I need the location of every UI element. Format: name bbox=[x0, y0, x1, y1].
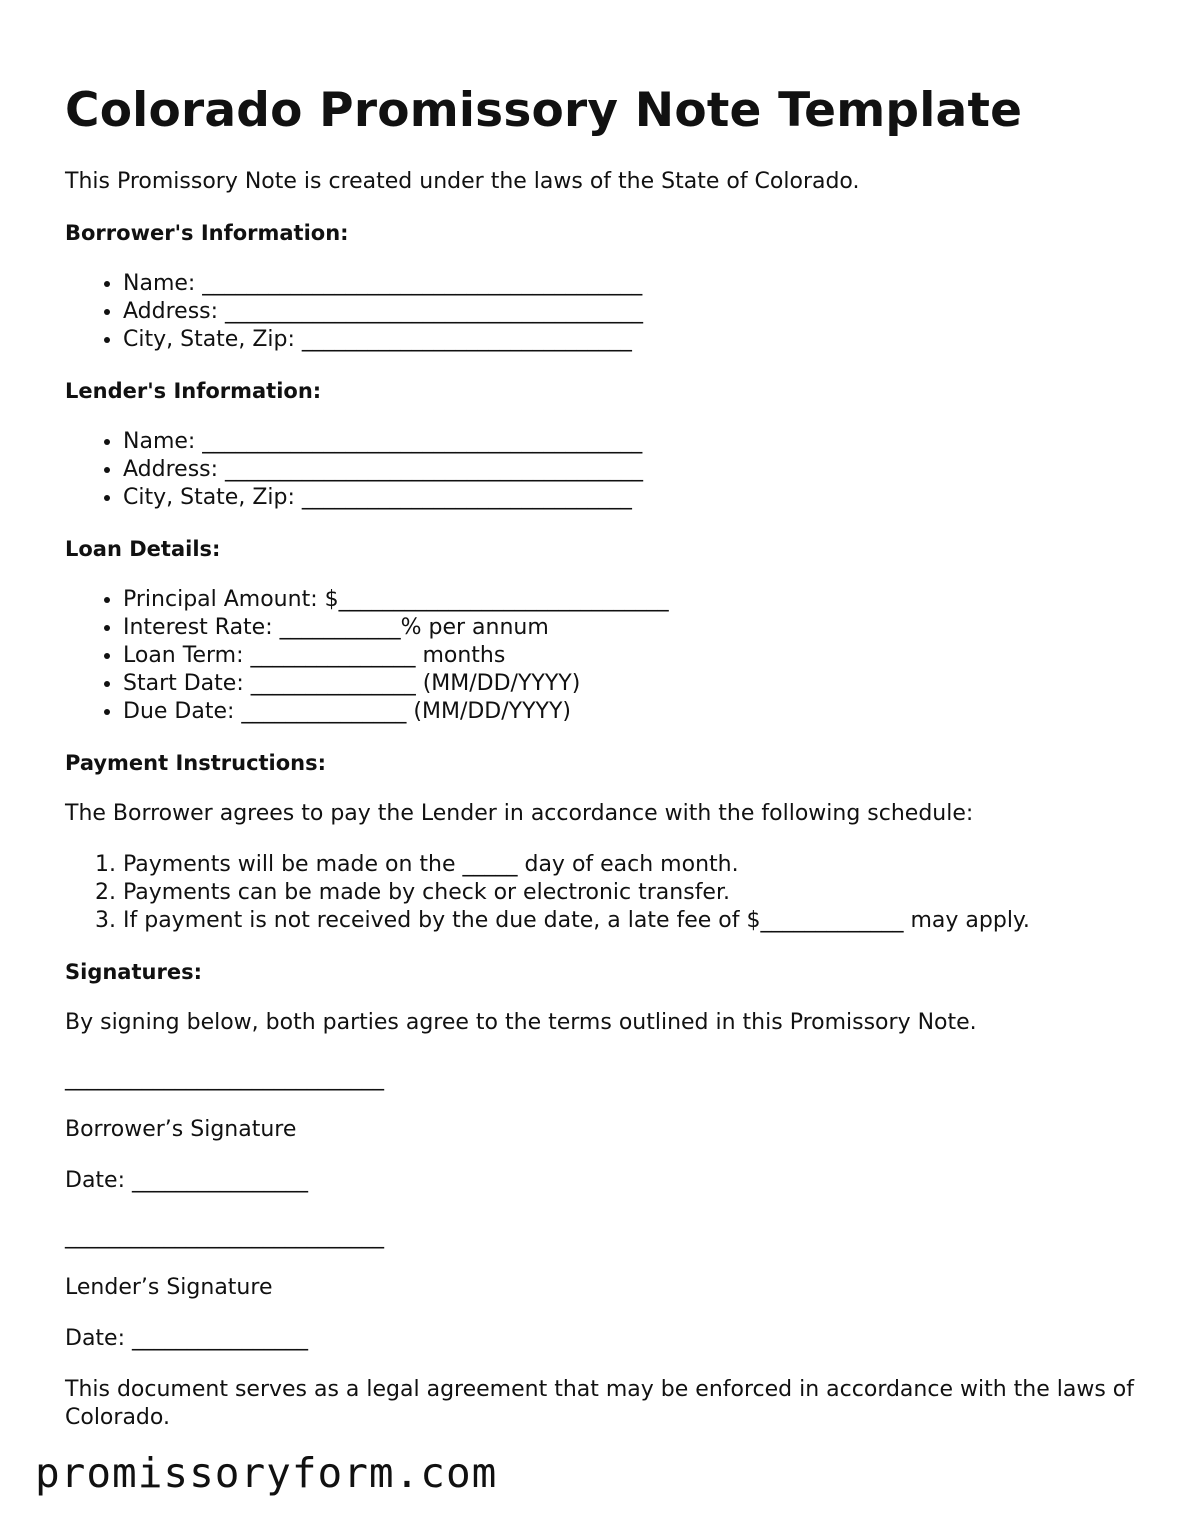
due-date-item: • Due Date: _______________ (MM/DD/YYYY) bbox=[123, 698, 1145, 726]
payment-item-method: 2. Payments can be made by check or electronic transfer. bbox=[123, 879, 1145, 907]
borrower-signature-line: _____________________________ bbox=[65, 1066, 384, 1091]
closing-paragraph: This document serves as a legal agreement that may be enforced in accordance with the laws of Colorado. bbox=[65, 1377, 1134, 1430]
lender-city-item: • City, State, Zip: ______________________________ bbox=[123, 484, 1145, 512]
borrower-address-item: • Address: ______________________________________ bbox=[123, 298, 1145, 326]
page-title: Colorado Promissory Note Template bbox=[65, 83, 1023, 138]
start-date-item: • Start Date: _______________ (MM/DD/YYYY) bbox=[123, 670, 1145, 698]
intro-paragraph: This Promissory Note is created under the laws of the State of Colorado. bbox=[65, 169, 860, 194]
lender-heading: Lender's Information: bbox=[65, 379, 322, 403]
payment-heading: Payment Instructions: bbox=[65, 751, 327, 775]
lender-date-line: Date: ________________ bbox=[65, 1326, 308, 1351]
borrower-list bbox=[65, 270, 1145, 354]
payment-intro: The Borrower agrees to pay the Lender in accordance with the following schedule: bbox=[65, 801, 974, 826]
document-page bbox=[65, 78, 1145, 1455]
lender-signature-line: _____________________________ bbox=[65, 1224, 384, 1249]
loan-heading: Loan Details: bbox=[65, 537, 221, 561]
signatures-heading: Signatures: bbox=[65, 960, 202, 984]
watermark-text: promissoryform.com bbox=[35, 1449, 498, 1497]
interest-item: • Interest Rate: ___________% per annum bbox=[123, 614, 1145, 642]
payment-item-day: 1. Payments will be made on the _____ day of each month. bbox=[123, 851, 1145, 879]
borrower-signature-label: Borrower’s Signature bbox=[65, 1117, 297, 1142]
loan-list bbox=[65, 586, 1145, 726]
borrower-name-item: • Name: ________________________________________ bbox=[123, 270, 1145, 298]
principal-item: • Principal Amount: $______________________________ bbox=[123, 586, 1145, 614]
payment-list bbox=[65, 851, 1145, 935]
borrower-city-item: • City, State, Zip: ______________________________ bbox=[123, 326, 1145, 354]
signatures-intro: By signing below, both parties agree to the terms outlined in this Promissory Note. bbox=[65, 1010, 977, 1035]
payment-item-late-fee: 3. If payment is not received by the due date, a late fee of $_____________ may apply. bbox=[123, 907, 1145, 935]
term-item: • Loan Term: _______________ months bbox=[123, 642, 1145, 670]
lender-list bbox=[65, 428, 1145, 512]
borrower-heading: Borrower's Information: bbox=[65, 221, 349, 245]
lender-name-item: • Name: ________________________________________ bbox=[123, 428, 1145, 456]
lender-address-item: • Address: ______________________________________ bbox=[123, 456, 1145, 484]
borrower-date-line: Date: ________________ bbox=[65, 1168, 308, 1193]
lender-signature-label: Lender’s Signature bbox=[65, 1275, 273, 1300]
